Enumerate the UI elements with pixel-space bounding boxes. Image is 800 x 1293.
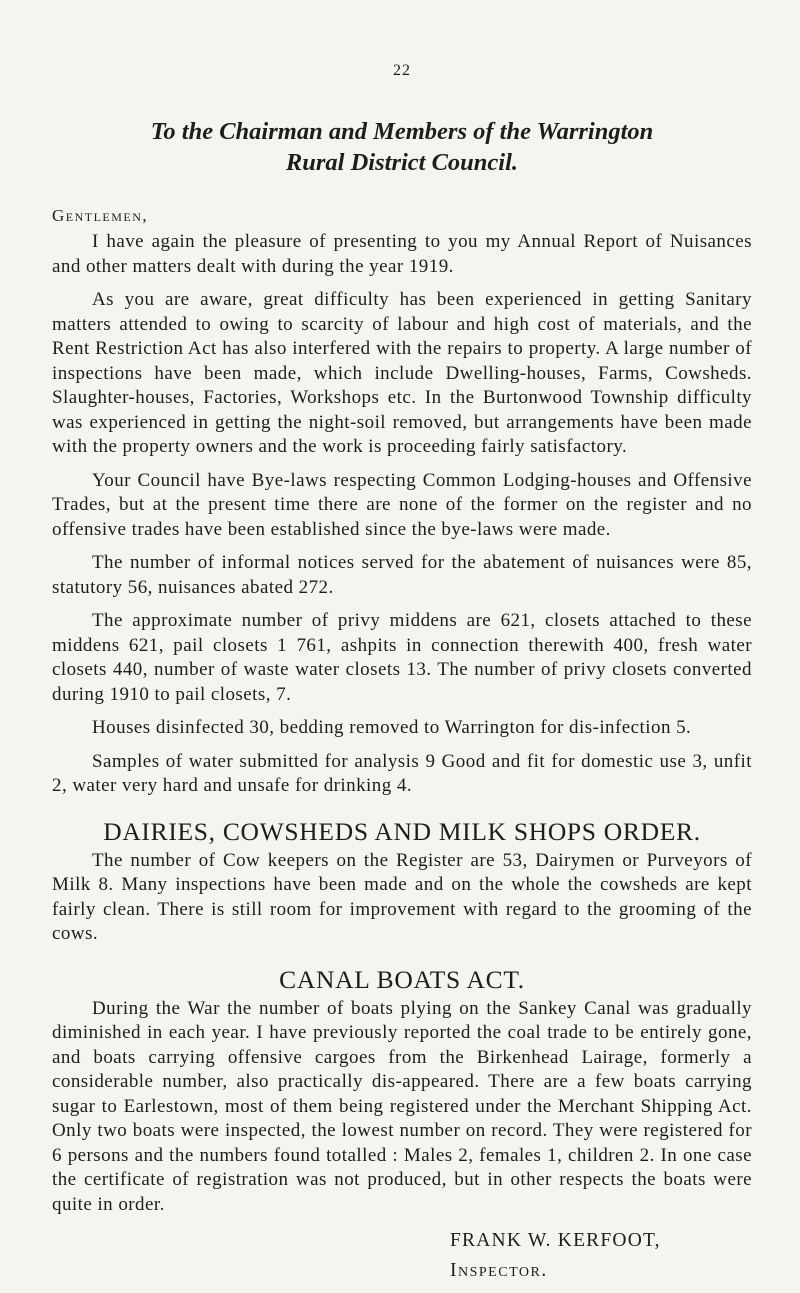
signature-name: FRANK W. KERFOOT, xyxy=(450,1230,661,1251)
paragraph-bye-laws: Your Council have Bye-laws respecting Common Lodging-houses and Offensive Trades, but at the present time there are none of the former on the register and no offensive trades have been established since the bye-laws were made. xyxy=(52,469,752,540)
signature-title: Inspector. xyxy=(450,1260,548,1281)
salutation: Gentlemen, xyxy=(52,206,149,225)
paragraph-sanitary-difficulty: As you are aware, great difficulty has been experienced in getting Sanitary matters attended to owing to scarcity of labour and high cost of materials, and the Rent Restriction Act has also interfered with the repairs to property. A large number of inspections have been made, which include Dwelling-houses, Farms, Cowsheds. Slaughter-houses, Factories, Workshops etc. In the Burtonwood Township difficulty was experienced in getting the night-soil removed, but arrangements have been made with the property owners and the work is proceeding fairly satisfactory. xyxy=(52,289,752,457)
paragraph-notices: The number of informal notices served for the abatement of nuisances were 85, statutory 56, nuisances abated 272. xyxy=(52,552,752,598)
section-heading-dairies: DAIRIES, COWSHEDS AND MILK SHOPS ORDER. xyxy=(103,816,701,846)
report-title xyxy=(52,116,752,178)
paragraph-annual-report: I have again the pleasure of presenting to you my Annual Report of Nuisances and other matters dealt with during the year 1919. xyxy=(52,231,752,277)
paragraph-water-samples: Samples of water submitted for analysis 9 Good and fit for domestic use 3, unfit 2, water very hard and unsafe for drinking 4. xyxy=(52,750,752,796)
document-page xyxy=(52,62,752,1286)
page-number: 22 xyxy=(393,62,411,79)
report-title-line-1: To the Chairman and Members of the Warrington xyxy=(150,118,654,145)
section-heading-canal-boats: CANAL BOATS ACT. xyxy=(279,964,525,994)
paragraph-dairies: The number of Cow keepers on the Register are 53, Dairymen or Purveyors of Milk 8. Many inspections have been made and on the whole the cowsheds are kept fairly clean. There is still room for improvement with regard to the grooming of the cows. xyxy=(52,849,752,944)
paragraph-privy-middens: The approximate number of privy middens are 621, closets attached to these middens 621, pail closets 1 761, ashpits in connection therewith 400, fresh water closets 440, number of waste water closets 13. The number of privy closets converted during 1910 to pail closets, 7. xyxy=(52,610,752,705)
report-title-line-2: Rural District Council. xyxy=(285,149,519,176)
signature-block xyxy=(450,1226,752,1286)
paragraph-disinfection: Houses disinfected 30, bedding removed to Warrington for dis-infection 5. xyxy=(92,717,692,738)
paragraph-canal-boats: During the War the number of boats plying on the Sankey Canal was gradually diminished in each year. I have previously reported the coal trade to be entirely gone, and boats carrying offensive cargoes from the Birkenhead Lairage, formerly a considerable number, also practically dis-appeared. There are a few boats carrying sugar to Earlestown, most of them being registered under the Merchant Shipping Act. Only two boats were inspected, the lowest number on record. They were registered for 6 persons and the numbers found totalled : Males 2, females 1, children 2. In one case the certificate of registration was not produced, but in other respects the boats were quite in order. xyxy=(52,997,752,1215)
